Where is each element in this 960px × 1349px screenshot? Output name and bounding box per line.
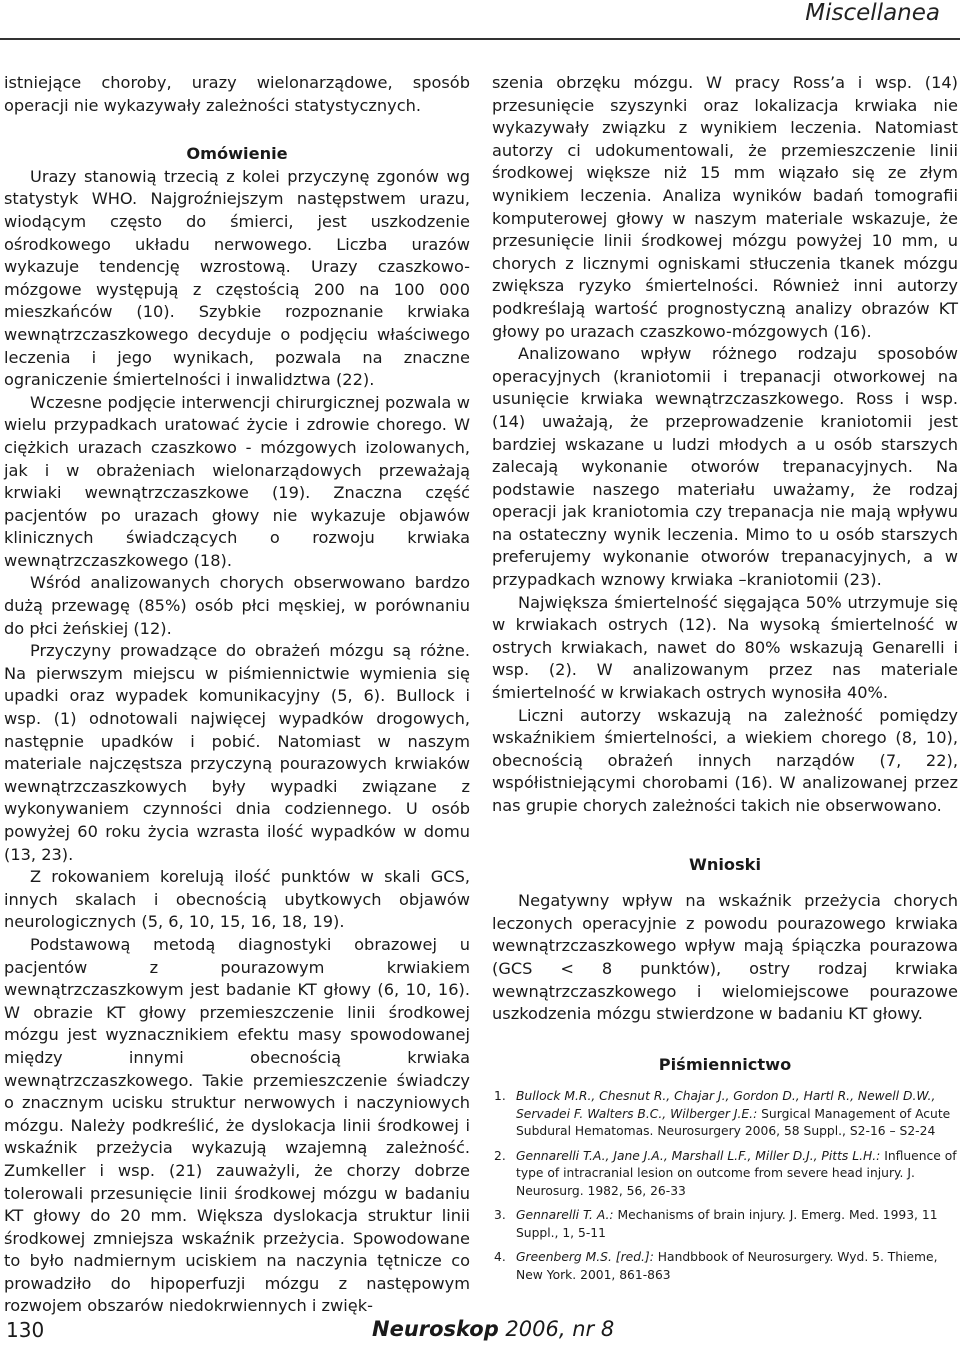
reference-authors: Gennarelli T. A.: [516,1208,614,1223]
reference-text: Handbbook of Neurosurgery. Wyd. 5. Thieme, New York. 2001, 861-863 [516,1250,938,1282]
reference-list [492,1088,958,1284]
journal-footer [372,1317,614,1341]
journal-name: Neuroskop [372,1317,499,1341]
references-heading: Piśmiennictwo [658,1054,792,1074]
reference-number: 3. [494,1208,506,1223]
body-paragraph: Największa śmiertelność sięgająca 50% utrzymuje się w krwiakach ostrych (12). Na wysoką śmiertelność w ostrych krwiakach, nawet do 80% wskazują Genarelli i wsp. (2). W analizowanym przez nas materiale śmiertelność w krwiakach ostrych wynosiła 40%. [492,592,958,703]
right-column [492,72,958,1291]
reference-text: Influence of type of intracranial lesion on outcome from severe head injury. J. Neurosurg. 1982, 56, 26-33 [516,1148,957,1198]
reference-number: 1. [494,1089,506,1104]
reference-item [492,1148,958,1201]
body-paragraph: Analizowano wpływ różnego rodzaju sposobów operacyjnych (kraniotomii i trepanacji otworkowej na usunięcie krwiaka wewnątrzczaszkowego. Ross i wsp. (14) uważają, że przeprowadzenie kraniotomii jest bardziej wskazane u ludzi młodych a u osób starszych zalecają wykonanie otworów trepanacyjnych. Na podstawie naszego materiału uważamy, że rodzaj operacji jak kraniotomia czy trepanacja nie mają wpływu na ostateczny wynik leczenia. Mimo to u osób starszych preferujemy wykonanie otworów trepanacyjnych, a w przypadkach wznowy krwiaka –kraniotomii (23). [492,344,958,590]
body-paragraph: Przyczyny prowadzące do obrażeń mózgu są różne. Na pierwszym miejscu w piśmiennictwie wymienia się upadki oraz wypadek komunikacyjny (5, 6). Bullock i wsp. (1) odnotowali najwięcej wypadków drogowych, następnie upadków i pobić. Natomiast w naszym materiale najczęstsza przyczyną pourazowych krwiaków wewnątrzczaszkowych były wypadki związane z wykonywaniem czynności dnia codziennego. U osób powyżej 60 roku życia wzrasta ilość wypadków w domu (13, 23). [4,641,470,864]
journal-issue: 2006, nr 8 [498,1317,615,1341]
left-column [4,72,470,1318]
reference-item [492,1207,958,1242]
body-paragraph: Wczesne podjęcie interwencji chirurgicznej pozwala w wielu przypadkach uratować życie i zdrowie chorego. W ciężkich urazach czaszkowo - mózgowych izolowanych, jak i w obrażeniach wielonarządowych przeważają krwiaki wewnątrzczaszkowe (19). Znaczna część pacjentów po urazach głowy nie wykazuje objawów klinicznych świadczących o rozwoju krwiaka wewnątrzczaszkowego (18). [4,392,470,570]
header-rule [0,38,960,40]
reference-authors: Greenberg M.S. [red.]: [516,1250,654,1265]
conclusions-heading: Wnioski [689,854,761,874]
reference-number: 4. [494,1250,506,1265]
reference-item [492,1249,958,1284]
section-title: Miscellanea [805,0,940,26]
body-paragraph: Urazy stanowią trzecią z kolei przyczynę zgonów wg statystyk WHO. Najgroźniejszym następstwem urazu, wiodącym często do śmierci, jest uszkodzenie ośrodkowego układu nerwowego. Liczba urazów wykazuje tendencję wzrostową. Urazy czaszkowo-mózgowe występują z częstością 200 na 100 000 mieszkańców (10). Szybkie rozpoznanie krwiaka wewnątrzczaszkowego decyduje o podjęciu właściwego leczenia i jego wynikach, pozwala na znaczne ograniczenie śmiertelności i inwalidztwa (22). [4,166,470,390]
conclusions-paragraph: Negatywny wpływ na wskaźnik przeżycia chorych leczonych operacyjnie z powodu pourazowego krwiaka wewnątrzczaszkowego wpływ mają śpiączka pourazowa (GCS < 8 punktów), ostry rodzaj krwiaka wewnątrzczaszkowego i wielomiejscowe pourazowe uszkodzenia mózgu stwierdzone w badaniu KT głowy. [492,891,958,1024]
continuation-paragraph: szenia obrzęku mózgu. W pracy Ross’a i wsp. (14) przesunięcie szyszynki oraz lokalizacja krwiaka nie wykazywały związku z wynikiem leczenia. Natomiast autorzy ci udokumentowali, że przemieszczenie linii środkowej większe niż 15 mm wiązało się ze złym wynikiem leczenia. Analiza wyników badań tomografii komputerowej głowy w naszym materiale wskazuje, że przesunięcie linii środkowej mózgu powyżej 10 mm, u chorych z licznymi ogniskami stłuczenia tkanek mózgu zwiększa ryzyko śmiertelności. Również inni autorzy podkreślają wartość prognostyczną analizy obrazów KT głowy po urazach czaszkowo-mózgowych (16). [492,73,958,341]
discussion-heading: Omówienie [186,144,288,164]
reference-authors: Bullock M.R., Chesnut R., Chajar J., Gordon D., Hartl R., Newell D.W., Servadei F. Walters B.C., Wilberger J.E.: [516,1089,936,1121]
reference-number: 2. [494,1148,506,1163]
body-paragraph: Podstawową metodą diagnostyki obrazowej u pacjentów z pourazowym krwiakiem wewnątrzczaszkowym jest badanie KT głowy (6, 10, 16). W obrazie KT głowy przemieszczenie linii środkowej mózgu jest wyznacznikiem efektu masy spowodowanej między innymi obecnością krwiaka wewnątrzczaszkowego. Takie przemieszczenie świadczy o znacznym ucisku struktur nerwowych i naczyniowych mózgu. Należy podkreślić, że dyslokacja linii środkowej i wskaźnik przeżycia wykazują wzajemną zależność. Zumkeller i wsp. (21) zauważyli, że chorzy dobrze tolerowali przesunięcie linii środkowej mózgu w badaniu KT głowy do 20 mm. Większa dyslokacja struktur linii środkowej zmniejsza wskaźnik przeżycia. Spowodowane to było nadmiernym uciskiem na naczynia tętnicze co prowadziło do hipoperfuzji mózgu z następowym rozwojem obszarów niedokrwiennych i zwięk- [4,934,470,1316]
intro-paragraph: istniejące choroby, urazy wielonarządowe, sposób operacji nie wykazywały zależności statystycznych. [4,73,470,115]
reference-text: Mechanisms of brain injury. J. Emerg. Med. 1993, 11 Suppl., 1, 5-11 [516,1208,938,1240]
reference-text: Surgical Management of Acute Subdural Hematomas. Neurosurgery 2006, 58 Suppl., S2-16 – S2-24 [516,1106,951,1139]
reference-authors: Gennarelli T.A., Jane J.A., Marshall L.F., Miller D.J., Pitts L.H.: [516,1148,881,1163]
page-number: 130 [6,1318,45,1342]
reference-item [492,1088,958,1141]
body-paragraph: Liczni autorzy wskazują na zależność pomiędzy wskaźnikiem śmiertelności, a wiekiem chorego (8, 10), obecnością obrażeń innych narządów (7, 22), współistniejącymi chorobami (16). W analizowanej przez nas grupie chorych zależności takich nie obserwowano. [492,705,958,815]
body-paragraph: Wśród analizowanych chorych obserwowano bardzo dużą przewagę (85%) osób płci męskiej, w porównaniu do płci żeńskiej (12). [4,573,470,638]
body-paragraph: Z rokowaniem korelują ilość punktów w skali GCS, innych skalach i obecnością ubytkowych objawów neurologicznych (5, 6, 10, 15, 16, 18, 19). [4,867,470,932]
